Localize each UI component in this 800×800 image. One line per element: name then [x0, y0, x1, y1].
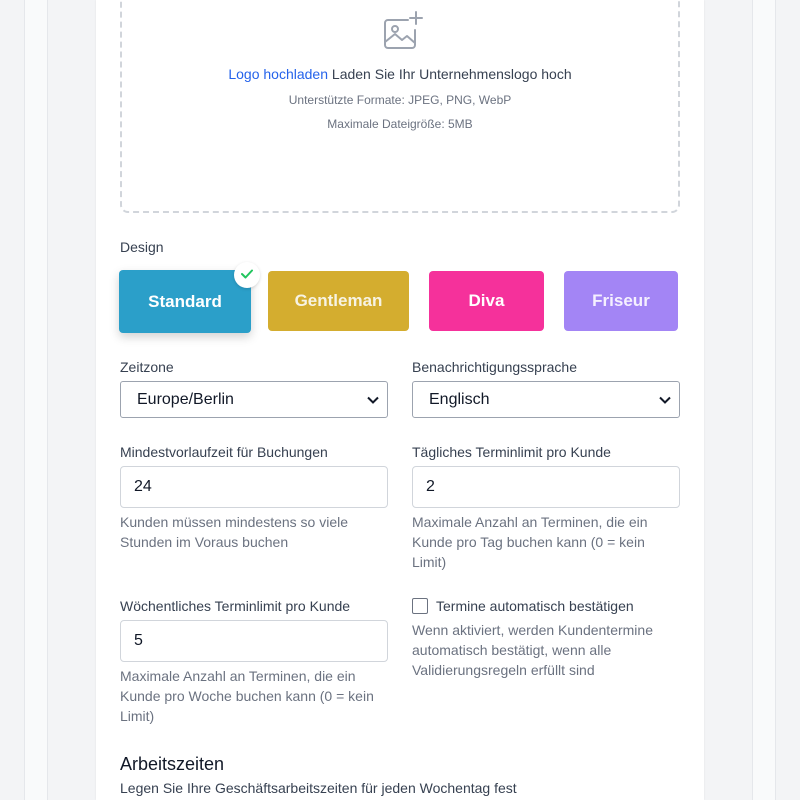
- upload-logo-link[interactable]: Logo hochladen: [228, 66, 329, 82]
- working-hours-title: Arbeitszeiten: [120, 754, 225, 774]
- notification-language-select[interactable]: [412, 381, 680, 418]
- check-icon: [241, 266, 253, 284]
- design-label: Design: [120, 239, 164, 255]
- upload-instructions: [122, 66, 678, 82]
- timezone-value: Europe/Berlin: [137, 390, 234, 408]
- image-add-icon: [382, 10, 424, 52]
- theme-friseur-button[interactable]: Friseur: [564, 271, 678, 331]
- min-lead-time-label: Mindestvorlaufzeit für Buchungen: [120, 444, 328, 460]
- upload-max-size: Maximale Dateigröße: 5MB: [327, 117, 473, 131]
- working-hours-subtitle: Legen Sie Ihre Geschäftsarbeitszeiten für jeden Wochentag fest: [120, 780, 517, 796]
- daily-limit-label: Tägliches Terminlimit pro Kunde: [412, 444, 611, 460]
- upload-text: Laden Sie Ihr Unternehmenslogo hoch: [331, 66, 572, 82]
- min-lead-time-input[interactable]: 24: [120, 466, 388, 508]
- selected-theme-badge: [234, 262, 260, 288]
- notification-language-label: Benachrichtigungssprache: [412, 359, 577, 375]
- auto-confirm-help: Wenn aktiviert, werden Kundentermine automatisch bestätigt, wenn alle Validierungsregeln erfüllt sind: [412, 622, 653, 678]
- notification-language-value: Englisch: [429, 390, 490, 408]
- theme-standard-button[interactable]: Standard: [119, 270, 251, 333]
- weekly-limit-help: Maximale Anzahl an Terminen, die ein Kunde pro Woche buchen kann (0 = kein Limit): [120, 668, 374, 724]
- logo-upload-dropzone[interactable]: [120, 0, 680, 213]
- daily-limit-input[interactable]: 2: [412, 466, 680, 508]
- weekly-limit-input[interactable]: 5: [120, 620, 388, 662]
- daily-limit-help: Maximale Anzahl an Terminen, die ein Kunde pro Tag buchen kann (0 = kein Limit): [412, 514, 648, 570]
- timezone-select[interactable]: [120, 381, 388, 418]
- timezone-label: Zeitzone: [120, 359, 174, 375]
- upload-formats: Unterstützte Formate: JPEG, PNG, WebP: [288, 93, 512, 107]
- theme-gentleman-button[interactable]: Gentleman: [268, 271, 409, 331]
- weekly-limit-label: Wöchentliches Terminlimit pro Kunde: [120, 598, 351, 614]
- chevron-down-icon: [659, 391, 671, 409]
- auto-confirm-checkbox[interactable]: [412, 598, 428, 614]
- chevron-down-icon: [367, 391, 379, 409]
- auto-confirm-label[interactable]: Termine automatisch bestätigen: [436, 598, 634, 614]
- min-lead-time-help: Kunden müssen mindestens so viele Stunden im Voraus buchen: [120, 514, 349, 550]
- theme-diva-button[interactable]: Diva: [429, 271, 544, 331]
